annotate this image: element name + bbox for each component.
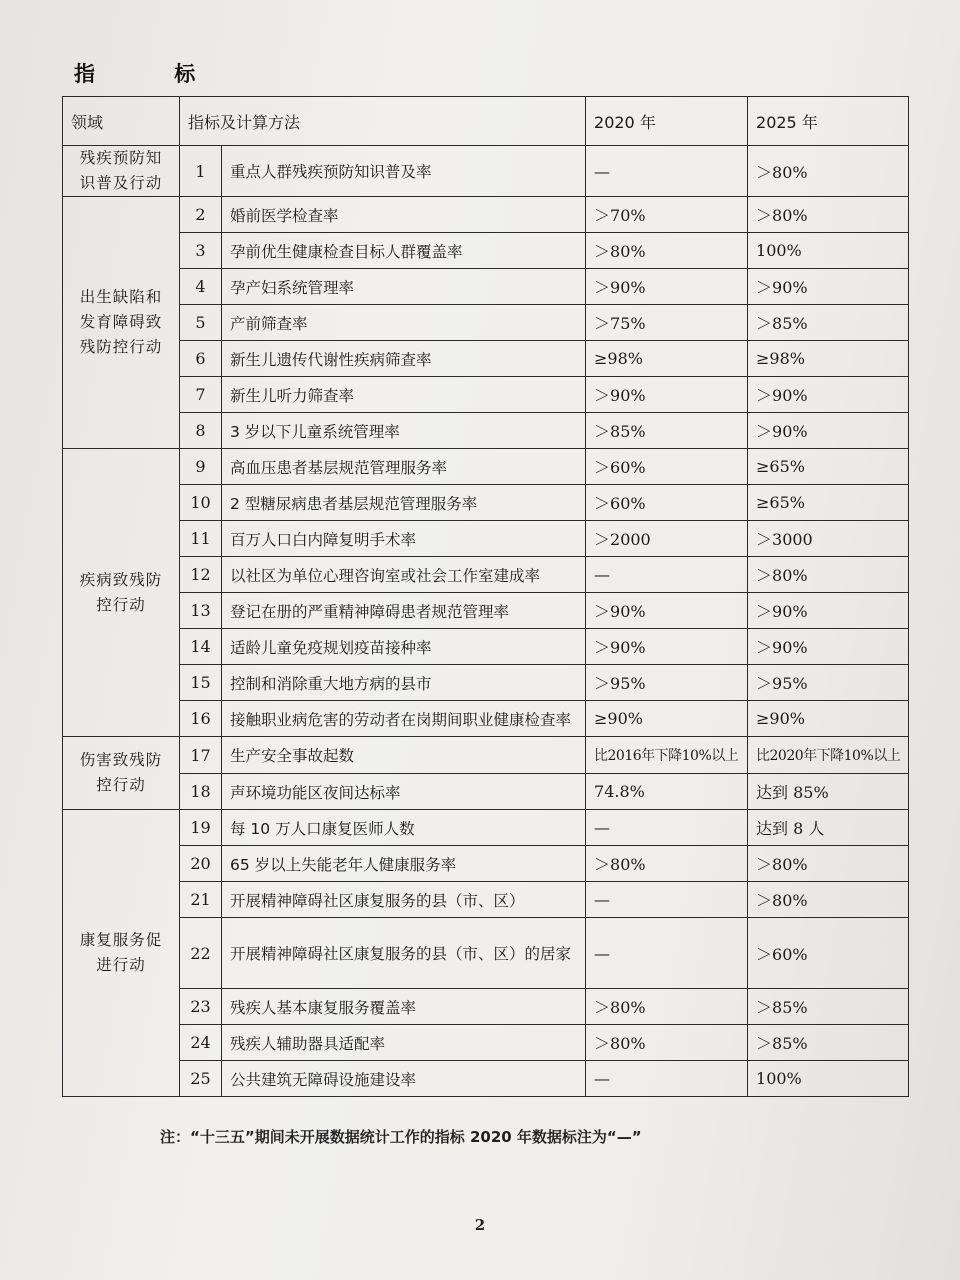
header-indicator: 指标及计算方法: [180, 97, 586, 146]
indicator-name: 残疾人辅助器具适配率: [222, 1025, 586, 1061]
table-row: [63, 1025, 909, 1061]
value-2020: —: [586, 882, 748, 918]
value-2020: ＞90%: [586, 593, 748, 629]
value-2025: ≥90%: [748, 701, 909, 737]
indicator-number: 7: [180, 377, 222, 413]
value-2025: ＞90%: [748, 269, 909, 305]
header-2025: 2025 年: [748, 97, 909, 146]
header-2020: 2020 年: [586, 97, 748, 146]
value-2025: ＞85%: [748, 305, 909, 341]
indicator-name: 婚前医学检查率: [222, 197, 586, 233]
indicator-number: 15: [180, 665, 222, 701]
value-2025: ＞90%: [748, 413, 909, 449]
indicator-name: 开展精神障碍社区康复服务的县（市、区）: [222, 882, 586, 918]
table-row: [63, 629, 909, 665]
indicator-number: 11: [180, 521, 222, 557]
indicator-name: 以社区为单位心理咨询室或社会工作室建成率: [222, 557, 586, 593]
value-2020: ≥98%: [586, 341, 748, 377]
table-row: [63, 918, 909, 989]
page-number: 2: [474, 1216, 486, 1234]
indicator-number: 3: [180, 233, 222, 269]
indicator-number: 19: [180, 810, 222, 846]
value-2020: ＞60%: [586, 449, 748, 485]
table-row: [63, 665, 909, 701]
value-2025: ＞60%: [748, 918, 909, 989]
value-2020: ≥90%: [586, 701, 748, 737]
domain-cell: 出生缺陷和发育障碍致残防控行动: [63, 197, 180, 449]
value-2020: ＞90%: [586, 629, 748, 665]
indicator-name: 百万人口白内障复明手术率: [222, 521, 586, 557]
table-row: [63, 882, 909, 918]
indicator-name: 登记在册的严重精神障碍患者规范管理率: [222, 593, 586, 629]
indicator-name: 高血压患者基层规范管理服务率: [222, 449, 586, 485]
table-row: [63, 1061, 909, 1097]
table-row: [63, 485, 909, 521]
table-row: [63, 989, 909, 1025]
indicator-name: 孕产妇系统管理率: [222, 269, 586, 305]
value-2025: ＞90%: [748, 593, 909, 629]
indicator-number: 4: [180, 269, 222, 305]
value-2020: ＞95%: [586, 665, 748, 701]
value-2025: ＞80%: [748, 557, 909, 593]
indicator-number: 1: [180, 146, 222, 197]
indicator-name: 65 岁以上失能老年人健康服务率: [222, 846, 586, 882]
table-row: [63, 774, 909, 810]
indicator-name: 2 型糖尿病患者基层规范管理服务率: [222, 485, 586, 521]
value-2025: ＞80%: [748, 846, 909, 882]
header-domain: 领域: [63, 97, 180, 146]
table-row: [63, 810, 909, 846]
value-2025: 比2020年下降10%以上: [748, 737, 909, 774]
table-row: [63, 197, 909, 233]
indicator-number: 13: [180, 593, 222, 629]
value-2020: —: [586, 918, 748, 989]
value-2020: —: [586, 810, 748, 846]
value-2020: ＞80%: [586, 1025, 748, 1061]
indicator-name: 公共建筑无障碍设施建设率: [222, 1061, 586, 1097]
indicator-name: 接触职业病危害的劳动者在岗期间职业健康检查率: [222, 701, 586, 737]
table-row: [63, 449, 909, 485]
value-2020: ＞90%: [586, 269, 748, 305]
table-row: [63, 737, 909, 774]
value-2025: ≥65%: [748, 449, 909, 485]
indicator-name: 声环境功能区夜间达标率: [222, 774, 586, 810]
indicator-table: [62, 96, 909, 1097]
value-2020: ＞90%: [586, 377, 748, 413]
value-2020: —: [586, 557, 748, 593]
value-2020: —: [586, 146, 748, 197]
table-row: [63, 305, 909, 341]
value-2025: ＞80%: [748, 882, 909, 918]
indicator-number: 8: [180, 413, 222, 449]
indicator-number: 22: [180, 918, 222, 989]
indicator-number: 12: [180, 557, 222, 593]
indicator-number: 10: [180, 485, 222, 521]
table-row: [63, 269, 909, 305]
indicator-number: 6: [180, 341, 222, 377]
indicator-number: 18: [180, 774, 222, 810]
indicator-name: 生产安全事故起数: [222, 737, 586, 774]
table-row: [63, 377, 909, 413]
table-row: [63, 341, 909, 377]
indicator-name: 开展精神障碍社区康复服务的县（市、区）的居家: [222, 918, 586, 989]
value-2025: ＞90%: [748, 629, 909, 665]
value-2020: ＞2000: [586, 521, 748, 557]
value-2020: 比2016年下降10%以上: [586, 737, 748, 774]
table-row: [63, 233, 909, 269]
value-2025: ＞80%: [748, 146, 909, 197]
value-2025: ＞90%: [748, 377, 909, 413]
value-2025: ＞80%: [748, 197, 909, 233]
indicator-name: 重点人群残疾预防知识普及率: [222, 146, 586, 197]
value-2020: ＞80%: [586, 989, 748, 1025]
indicator-number: 24: [180, 1025, 222, 1061]
page-heading: 指 标: [74, 62, 232, 86]
value-2025: 达到 85%: [748, 774, 909, 810]
indicator-name: 控制和消除重大地方病的县市: [222, 665, 586, 701]
indicator-number: 16: [180, 701, 222, 737]
value-2020: ＞85%: [586, 413, 748, 449]
indicator-name: 3 岁以下儿童系统管理率: [222, 413, 586, 449]
value-2020: 74.8%: [586, 774, 748, 810]
indicator-number: 17: [180, 737, 222, 774]
indicator-name: 新生儿遗传代谢性疾病筛查率: [222, 341, 586, 377]
value-2025: ＞85%: [748, 989, 909, 1025]
value-2020: ＞60%: [586, 485, 748, 521]
domain-cell: 伤害致残防控行动: [63, 737, 180, 810]
value-2025: ＞85%: [748, 1025, 909, 1061]
indicator-number: 25: [180, 1061, 222, 1097]
indicator-number: 5: [180, 305, 222, 341]
table-header-row: [63, 97, 909, 146]
indicator-number: 20: [180, 846, 222, 882]
table-row: [63, 146, 909, 197]
value-2025: ＞3000: [748, 521, 909, 557]
value-2025: ≥98%: [748, 341, 909, 377]
table-row: [63, 521, 909, 557]
indicator-name: 产前筛查率: [222, 305, 586, 341]
indicator-number: 23: [180, 989, 222, 1025]
indicator-name: 孕前优生健康检查目标人群覆盖率: [222, 233, 586, 269]
domain-cell: 康复服务促进行动: [63, 810, 180, 1097]
table-row: [63, 413, 909, 449]
value-2020: ＞75%: [586, 305, 748, 341]
indicator-number: 14: [180, 629, 222, 665]
table-row: [63, 557, 909, 593]
value-2025: ＞95%: [748, 665, 909, 701]
indicator-number: 21: [180, 882, 222, 918]
table-row: [63, 701, 909, 737]
indicator-name: 适龄儿童免疫规划疫苗接种率: [222, 629, 586, 665]
indicator-name: 残疾人基本康复服务覆盖率: [222, 989, 586, 1025]
table-row: [63, 593, 909, 629]
value-2025: ≥65%: [748, 485, 909, 521]
footnote: 注：“十三五”期间未开展数据统计工作的指标 2020 年数据标注为“—”: [160, 1128, 642, 1146]
indicator-number: 9: [180, 449, 222, 485]
value-2025: 100%: [748, 1061, 909, 1097]
domain-cell: 残疾预防知识普及行动: [63, 146, 180, 197]
value-2025: 100%: [748, 233, 909, 269]
value-2020: ＞70%: [586, 197, 748, 233]
indicator-name: 新生儿听力筛查率: [222, 377, 586, 413]
indicator-name: 每 10 万人口康复医师人数: [222, 810, 586, 846]
indicator-number: 2: [180, 197, 222, 233]
value-2025: 达到 8 人: [748, 810, 909, 846]
table-row: [63, 846, 909, 882]
value-2020: ＞80%: [586, 233, 748, 269]
domain-cell: 疾病致残防控行动: [63, 449, 180, 737]
value-2020: —: [586, 1061, 748, 1097]
value-2020: ＞80%: [586, 846, 748, 882]
